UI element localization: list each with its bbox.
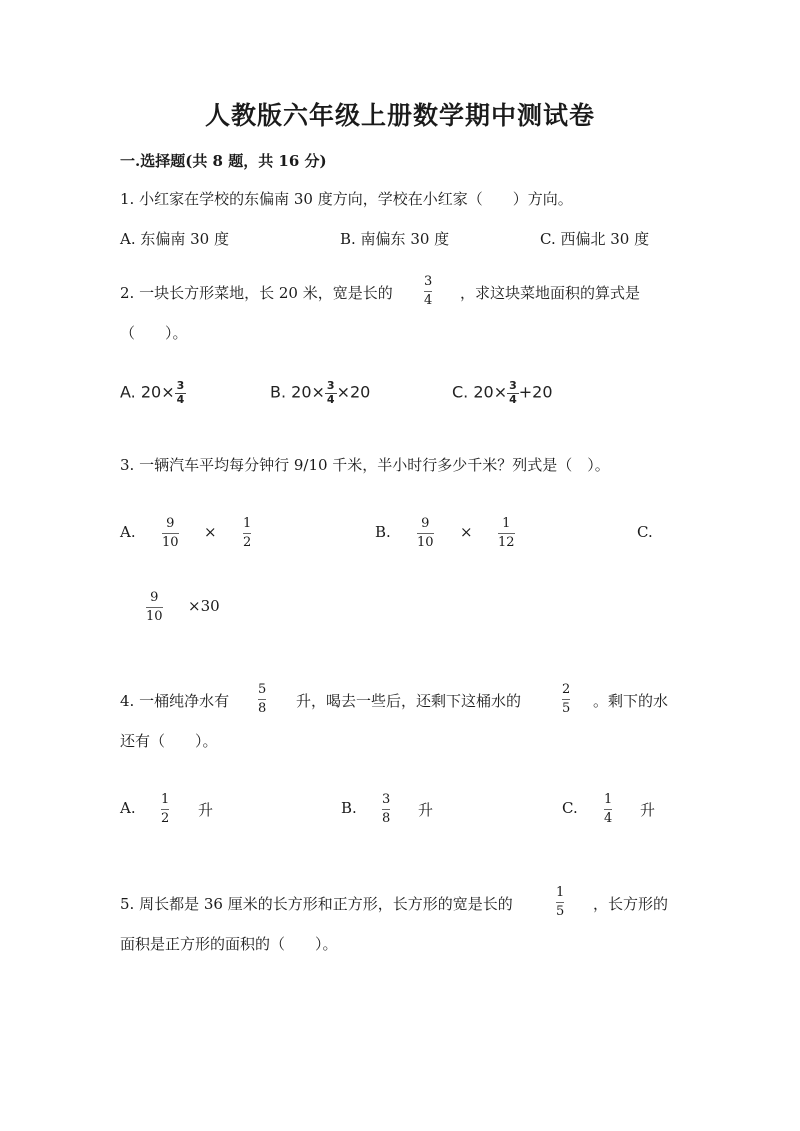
- q3-option-b-label: B.: [375, 523, 391, 541]
- q5-f-bar: [556, 902, 564, 903]
- q4-f2-bar: [562, 699, 570, 700]
- q4-f2-num: 2: [562, 682, 571, 697]
- q4-option-a-label: A.: [120, 799, 136, 817]
- q2-option-c-suffix: +20: [518, 382, 553, 402]
- q2-b-num: 3: [326, 379, 335, 392]
- q2-option-a-prefix: A. 20×: [120, 382, 175, 402]
- q3-b-f1-bar: [417, 533, 434, 534]
- q2-fraction-bar: [424, 291, 432, 292]
- q4-a-bar: [161, 809, 169, 810]
- q4-c-den: 4: [604, 810, 613, 826]
- q3-c-f-den: 10: [146, 608, 163, 624]
- q4-b-num: 3: [382, 792, 391, 807]
- q3-a-f1-den: 10: [162, 534, 179, 550]
- q2-c-num: 3: [509, 379, 517, 392]
- q3-b-f2-bar: [498, 533, 515, 534]
- q3-option-a-label: A.: [120, 523, 136, 541]
- q2-option-b-fraction: [325, 380, 337, 406]
- q3-a-fraction-2: [243, 516, 251, 550]
- q4-c-bar: [604, 809, 612, 810]
- question-2-text-end: ，求这块菜地面积的算式是: [460, 284, 641, 302]
- q3-c-fraction: [146, 590, 163, 624]
- question-4-line2: 还有（ ）。: [120, 732, 218, 750]
- q4-fraction-1: [258, 682, 266, 716]
- q2-a-den: 4: [176, 392, 185, 406]
- section-heading: 一.选择题(共 8 题，共 16 分): [120, 152, 327, 170]
- q2-fraction-num: 3: [424, 274, 433, 289]
- q3-c-f-bar: [146, 607, 163, 608]
- q4-f1-den: 8: [258, 700, 267, 716]
- q4-a-unit: 升: [198, 801, 214, 819]
- q3-option-c-label: C.: [637, 523, 653, 541]
- page-title: 人教版六年级上册数学期中测试卷: [204, 101, 595, 130]
- q4-option-b-label: B.: [341, 799, 357, 817]
- q4-b-fraction: [382, 792, 390, 826]
- q2-option-c-fraction: [507, 380, 519, 406]
- q2-option-b: [270, 380, 370, 406]
- q4-c-num: 1: [604, 792, 613, 807]
- question-4-text-start: 4. 一桶纯净水有: [120, 692, 230, 710]
- q3-a-f2-den: 2: [243, 534, 252, 550]
- q3-b-f2-den: 12: [498, 534, 515, 550]
- q2-fraction-den: 4: [424, 292, 433, 308]
- question-2-text-start: 2. 一块长方形菜地，长 20 米，宽是长的: [120, 284, 393, 302]
- q4-b-den: 8: [382, 810, 391, 826]
- q3-b-f2-num: 1: [502, 516, 511, 531]
- q2-c-den: 4: [509, 392, 517, 406]
- q4-b-unit: 升: [418, 801, 434, 819]
- q2-option-c: [452, 380, 553, 406]
- q3-a-fraction-1: [162, 516, 179, 550]
- q3-b-f1-num: 9: [421, 516, 430, 531]
- question-3-text: 3. 一辆汽车平均每分钟行 9/10 千米，半小时行多少千米？列式是（ ）。: [120, 456, 610, 474]
- q3-a-f1-bar: [162, 533, 179, 534]
- q4-b-bar: [382, 809, 390, 810]
- question-5-line2: 面积是正方形的面积的（ ）。: [120, 935, 338, 953]
- question-4-text-mid: 升，喝去一些后，还剩下这桶水的: [296, 692, 522, 710]
- q3-a-f2-bar: [243, 533, 251, 534]
- q4-c-fraction: [604, 792, 612, 826]
- question-4-text-end: 。剩下的水: [593, 692, 669, 710]
- q3-a-f1-num: 9: [166, 516, 175, 531]
- q1-option-a: A. 东偏南 30 度: [120, 230, 229, 248]
- q2-option-c-prefix: C. 20×: [452, 382, 508, 402]
- q4-f1-bar: [258, 699, 266, 700]
- q3-c-f-num: 9: [150, 590, 159, 605]
- q3-b-f1-den: 10: [417, 534, 434, 550]
- q5-f-num: 1: [556, 885, 565, 900]
- q3-b-fraction-2: [498, 516, 515, 550]
- q4-a-num: 1: [161, 792, 170, 807]
- q4-a-fraction: [161, 792, 169, 826]
- q2-a-num: 3: [176, 379, 185, 392]
- q3-c-suffix: ×30: [188, 597, 220, 615]
- q2-b-den: 4: [326, 392, 335, 406]
- q4-f2-den: 5: [562, 700, 571, 716]
- question-5-text-end: ，长方形的: [593, 895, 669, 913]
- q1-option-c: C. 西偏北 30 度: [540, 230, 650, 248]
- q3-b-times: ×: [460, 523, 473, 541]
- q4-option-c-label: C.: [562, 799, 578, 817]
- question-2-line2: （ ）。: [120, 324, 188, 342]
- q2-fraction: [424, 274, 432, 308]
- q2-option-b-prefix: B. 20×: [270, 382, 325, 402]
- q2-option-a: [120, 380, 186, 406]
- q5-fraction: [556, 885, 564, 919]
- q2-option-b-suffix: ×20: [336, 382, 371, 402]
- q2-option-a-fraction: [175, 380, 187, 406]
- question-5-text-start: 5. 周长都是 36 厘米的长方形和正方形，长方形的宽是长的: [120, 895, 513, 913]
- q3-a-times: ×: [204, 523, 217, 541]
- q4-f1-num: 5: [258, 682, 267, 697]
- q3-b-fraction-1: [417, 516, 434, 550]
- q4-c-unit: 升: [640, 801, 656, 819]
- q4-fraction-2: [562, 682, 570, 716]
- q3-a-f2-num: 1: [243, 516, 252, 531]
- q4-a-den: 2: [161, 810, 170, 826]
- q1-option-b: B. 南偏东 30 度: [340, 230, 450, 248]
- question-1-text: 1. 小红家在学校的东偏南 30 度方向，学校在小红家（ ）方向。: [120, 190, 573, 208]
- q5-f-den: 5: [556, 903, 565, 919]
